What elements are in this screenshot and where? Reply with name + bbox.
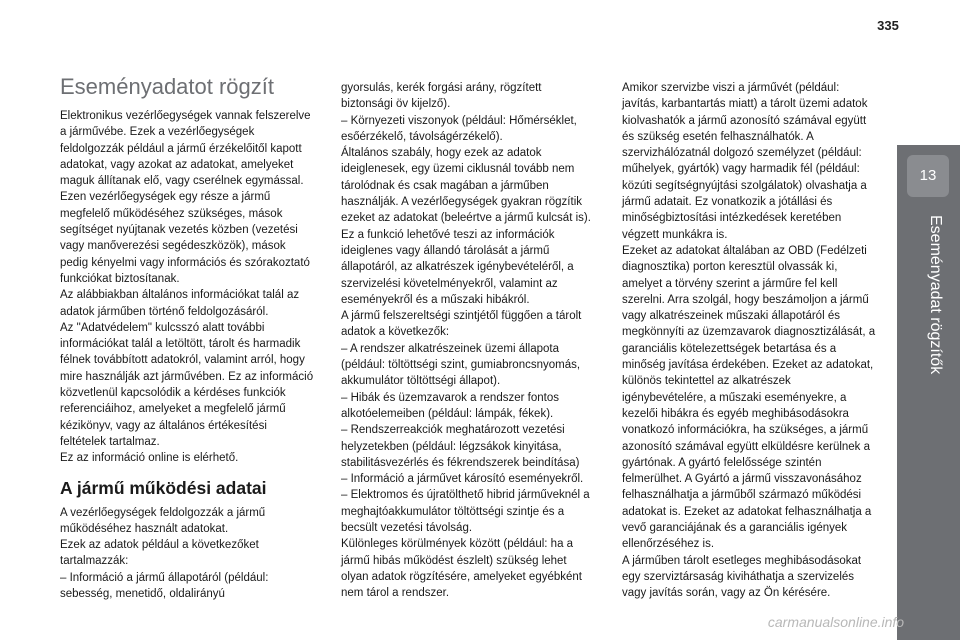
text-column-2 <box>341 80 595 602</box>
paragraph: Ezeket az adatokat általában az OBD (Fedélzeti diagnosztika) porton keresztül olvassák ki, amelyet a törvény szerint a járműre fel kell szerelni. Arra szolgál, hogy beszámoljon a jármű vagy alkatrészeinek műszaki állapotáról és megkönnyíti az üzemzavarok diagnosztizálását, a garanciális kötelezettségek betartása és a minőség javítása érdekében. Ezeket az adatokat, különös tekintettel az alkatrészek igénybevételére, a műszaki eseményekre, a kezelői hibákra és egyéb meghibásodásokra vonatkozó információkra, ha szükséges, a jármű azonosító számával együtt elküldésre kerülnek a gyártónak. A gyártó felelőssége szintén felmerülhet. A Gyártó a jármű visszavonásához felhasználhatja a járműből származó működési adatokat is. Ezeket az adatokat felhasználhatja a vevő garanciájának és a garanciális igények ellenőrzéséhez is. <box>622 244 876 551</box>
paragraph: A vezérlőegységek feldolgozzák a jármű működéséhez használt adatokat. <box>60 506 266 535</box>
text-column-3 <box>622 80 876 602</box>
list-item: – Hibák és üzemzavarok a rendszer fontos alkotóelemeiben (például: lámpák, fékek). <box>341 391 559 420</box>
watermark: carmanualsonline.info <box>767 614 905 630</box>
list-item: – A rendszer alkatrészeinek üzemi állapota (például: töltöttségi szint, gumiabroncsnyomás, akkumulátor töltöttségi állapot). <box>341 342 581 388</box>
paragraph: gyorsulás, kerék forgási arány, rögzített biztonsági öv kijelző). <box>341 82 542 111</box>
list-item: – Elektromos és újratölthető hibrid járműveknél a meghajtóakkumulátor töltöttségi szintje és a becsült vezetési távolság. <box>341 489 590 535</box>
paragraph: Ez az információ online is elérhető. <box>60 452 239 465</box>
chapter-title-vertical: Eseményadat rögzítők <box>927 215 944 375</box>
paragraph: Különleges körülmények között (például: ha a jármű hibás működést észlelt) szükség lehet olyan adatok rögzítésére, amelyeket egyébként nem tárol a rendszer. <box>341 538 583 600</box>
text-column-1 <box>60 74 314 602</box>
section-heading: Eseményadatot rögzít <box>60 74 275 99</box>
list-item: – Rendszerreakciók meghatározott vezetési helyzetekben (például: légzsákok kinyitása, stabilitásvezérlés és fékrendszerek beindítása) <box>341 424 580 469</box>
chapter-number-badge: 13 <box>907 155 949 197</box>
paragraph: A járműben tárolt esetleges meghibásodásokat egy szerviztársaság kiviháthatja a szervizelés vagy javítás során, vagy az Ön kérésére. <box>622 554 862 600</box>
chapter-side-tab <box>897 145 960 640</box>
paragraph: Elektronikus vezérlőegységek vannak felszerelve a járművébe. Ezek a vezérlőegységek feldolgozzák például a jármű érzékelőitől kapott adatokat, vagy azokat az adatokat, amelyeket maguk állítanak elő, vagy cserélnek egymással. Ezen vezérlőegységek egy része a jármű megfelelő működéséhez szükséges, mások segítséget nyújtanak vezetés közben (vezetési vagy manőverezési segédeszközök), mások pedig kényelmi vagy információs és szórakoztató funkciókat biztosítanak. <box>60 110 311 285</box>
list-item: – Információ a járművet károsító eseményekről. <box>341 473 584 486</box>
paragraph: Általános szabály, hogy ezek az adatok ideiglenesek, egy üzemi ciklusnál tovább nem tárolódnak és csak magában a járműben használják. A vezérlőegységek gyakran rögzítik ezeket az adatokat (beleértve a jármű kulcsát is). Ez a funkció lehetővé teszi az információk ideiglenes vagy állandó tárolását a jármű állapotáról, az alkatrészek igénybevételéről, a szervizelési követelményekről, valamint az eseményekről és a műszaki hibákról. <box>341 147 591 306</box>
subsection-heading: A jármű működési adatai <box>60 477 267 498</box>
paragraph: Amikor szervizbe viszi a járművét (például: javítás, karbantartás miatt) a tárolt üzemi adatok kiolvashatók a jármű azonosító számával együtt és szükség esetén felhasználhatók. A szervizhálózatnál dolgozó személyzet (például: műhelyek, gyártók) vagy harmadik fél (például: közúti segítségnyújtási szolgálatok) olvashatja a jármű adatait. Ez vonatkozik a jótállási és minőségbiztosítási intézkedések keretében végzett munkákra is. <box>622 82 868 241</box>
page-number: 335 <box>877 18 899 33</box>
paragraph: Az alábbiakban általános információkat talál az adatok járműben történő feldolgozásáról. <box>60 289 300 318</box>
paragraph: Az "Adatvédelem" kulcsszó alatt további információkat talál a letöltött, tárolt és harmadik félnek továbbított adatokról, valamint arról, hogy mire használják azt járművében. Ez az információ közvetlenül kapcsolódik a kérdéses funkciók referenciáihoz, amelyeket a megfelelő jármű kézikönyv, vagy az általános értékesítési feltételek tartalmaz. <box>60 321 314 448</box>
paragraph: A jármű felszereltségi szintjétől függően a tárolt adatok a következők: <box>341 310 582 339</box>
list-item: – Információ a jármű állapotáról (például: sebesség, menetidő, oldalirányú <box>60 571 269 601</box>
paragraph: Ezek az adatok például a következőket tartalmazzák: <box>60 539 259 568</box>
list-item: – Környezeti viszonyok (például: Hőmérséklet, esőérzékelő, távolságérzékelő). <box>341 114 577 143</box>
